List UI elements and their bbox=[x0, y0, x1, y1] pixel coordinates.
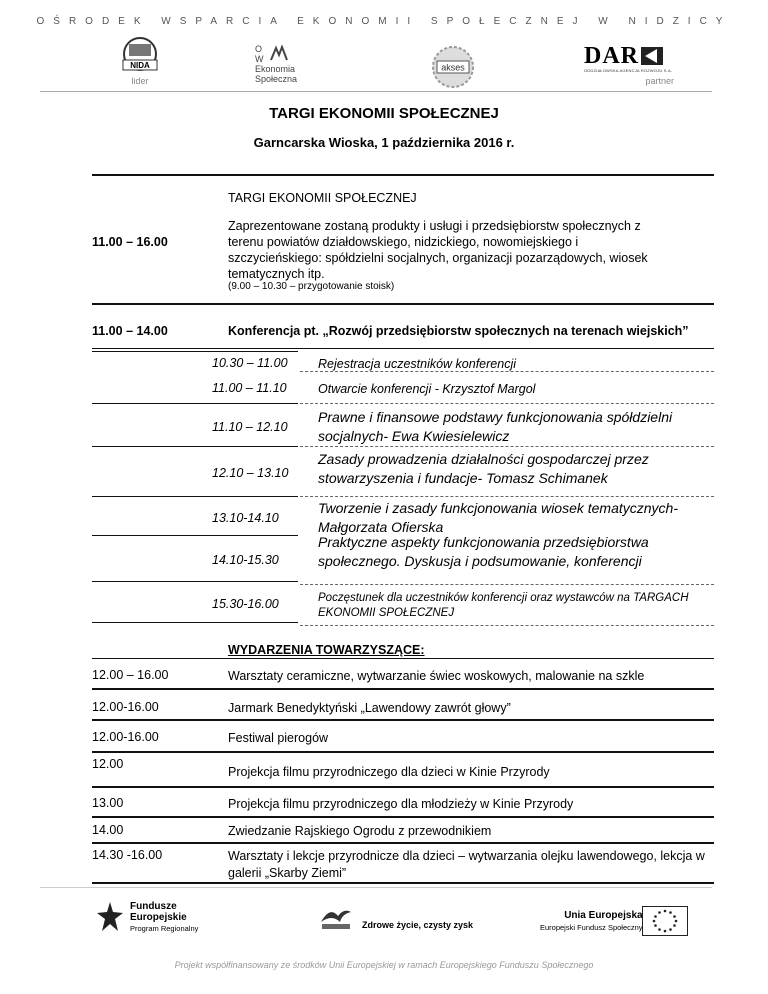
warmia-mazury-logo bbox=[318, 904, 473, 932]
event-time: 14.30 -16.00 bbox=[92, 848, 163, 862]
nida-logo-label: lider bbox=[131, 76, 149, 86]
fair-time: 11.00 – 16.00 bbox=[92, 235, 168, 249]
session-text: Poczęstunek dla uczestników konferencji oraz wystawców na TARGACH EKONOMII SPOŁECZNEJ bbox=[318, 592, 689, 619]
divider bbox=[92, 403, 298, 404]
fundusze-europejskie-logo bbox=[96, 900, 198, 934]
fe-star-icon bbox=[96, 900, 124, 934]
divider bbox=[92, 688, 714, 690]
divider bbox=[300, 625, 714, 626]
divider bbox=[92, 496, 298, 497]
session-time: 14.10-15.30 bbox=[212, 553, 279, 567]
dar-arrow-icon bbox=[641, 45, 663, 67]
ue-line1: Unia Europejska bbox=[564, 910, 643, 921]
session-text: Praktyczne aspekty funkcjonowania przedsiębiorstwa społecznego. Dyskusja i podsumowanie, konferencji bbox=[318, 534, 649, 569]
event-time: 12.00-16.00 bbox=[92, 730, 159, 744]
warmia-slogan: Zdrowe życie, czysty zysk bbox=[362, 920, 474, 930]
session-time: 11.10 – 12.10 bbox=[212, 420, 288, 434]
divider bbox=[92, 581, 298, 582]
warmia-bird-icon bbox=[318, 904, 354, 932]
divider bbox=[300, 446, 714, 447]
events-heading: WYDARZENIA TOWARZYSZĄCE: bbox=[228, 643, 425, 657]
akses-badge-icon bbox=[430, 44, 476, 90]
divider bbox=[300, 371, 714, 372]
divider bbox=[300, 496, 714, 497]
eu-flag-icon bbox=[642, 906, 688, 936]
conference-title: Konferencja pt. „Rozwój przedsiębiorstw społecznych na terenach wiejskich” bbox=[228, 324, 689, 338]
divider bbox=[92, 348, 714, 349]
ue-line2: Europejski Fundusz Społeczny bbox=[540, 923, 643, 932]
unia-europejska-logo bbox=[540, 910, 643, 934]
event-text: Warsztaty ceramiczne, wytwarzanie świec woskowych, malowanie na szkle bbox=[228, 669, 645, 683]
session-time: 15.30-16.00 bbox=[212, 597, 279, 611]
divider bbox=[300, 403, 714, 404]
fair-note: (9.00 – 10.30 – przygotowanie stoisk) bbox=[228, 281, 395, 292]
divider bbox=[92, 842, 714, 844]
page-subtitle: Garncarska Wioska, 1 października 2016 r. bbox=[253, 135, 515, 150]
divider bbox=[92, 174, 714, 176]
divider bbox=[92, 535, 298, 536]
owes-logo-line2: W bbox=[255, 54, 264, 64]
header-divider bbox=[40, 91, 712, 92]
footer-divider bbox=[40, 887, 712, 888]
divider bbox=[92, 658, 714, 659]
event-time: 12.00 – 16.00 bbox=[92, 668, 169, 682]
session-time: 10.30 – 11.00 bbox=[212, 356, 288, 370]
akses-logo bbox=[430, 44, 476, 90]
fe-line2: Europejskie bbox=[130, 911, 187, 923]
event-text: Warsztaty i lekcje przyrodnicze dla dzieci – wytwarzania olejku lawendowego, lekcja w galerii „Skarby Ziemi” bbox=[228, 849, 705, 880]
session-text: Prawne i finansowe podstawy funkcjonowania spółdzielni socjalnych- Ewa Kwiesielewicz bbox=[318, 409, 673, 444]
owes-logo-line1: O bbox=[255, 44, 263, 54]
footer-note: Projekt współfinansowany ze środków Unii Europejskiej w ramach Europejskiego Funduszu Społecznego bbox=[174, 960, 594, 970]
owes-hands-icon bbox=[268, 45, 290, 63]
conference-time: 11.00 – 14.00 bbox=[92, 324, 168, 338]
fair-description: Zaprezentowane zostaną produkty i usługi i przedsiębiorstw społecznych z terenu powiatów działdowskiego, nidzickiego, nowomiejskiego i szczycieńskiego: spółdzielni socjalnych, organizacji pozarządowych, wiosek tematycznych itp. bbox=[228, 219, 648, 281]
event-text: Zwiedzanie Rajskiego Ogrodu z przewodnikiem bbox=[228, 824, 492, 838]
owes-logo-line3: Ekonomia bbox=[255, 64, 296, 74]
event-time: 12.00 bbox=[92, 757, 124, 771]
dar-logo-sub: ODDZIAŁOWSKA AGENCJA ROZWOJU S.A. bbox=[584, 68, 673, 73]
akses-logo-text: akses bbox=[441, 62, 465, 73]
fe-line3: Program Regionalny bbox=[130, 923, 199, 933]
divider bbox=[92, 446, 298, 447]
event-text: Projekcja filmu przyrodniczego dla młodzieży w Kinie Przyrody bbox=[228, 797, 574, 811]
nida-logo-text: NIDA bbox=[130, 61, 150, 70]
dar-logo-text: DAR bbox=[584, 43, 639, 69]
divider bbox=[92, 719, 714, 721]
session-time: 11.00 – 11.10 bbox=[212, 381, 287, 395]
session-time: 12.10 – 13.10 bbox=[212, 466, 289, 480]
session-text: Rejestracja uczestników konferencji bbox=[318, 357, 517, 371]
session-text: Otwarcie konferencji - Krzysztof Margol bbox=[318, 382, 536, 396]
divider bbox=[92, 816, 714, 818]
dar-logo bbox=[584, 44, 674, 86]
session-text: Tworzenie i zasady funkcjonowania wiosek tematycznych- Małgorzata Ofierska bbox=[318, 500, 679, 535]
session-text: Zasady prowadzenia działalności gospodarczej przez stowarzyszenia i fundacje- Tomasz Schimanek bbox=[318, 451, 649, 486]
eu-flag bbox=[642, 906, 688, 941]
nida-logo bbox=[112, 36, 168, 86]
divider bbox=[92, 882, 714, 884]
divider bbox=[92, 786, 714, 788]
nida-emblem-icon bbox=[117, 36, 163, 76]
divider bbox=[92, 351, 298, 352]
session-time: 13.10-14.10 bbox=[212, 511, 279, 525]
dar-logo-label: partner bbox=[645, 76, 674, 86]
event-time: 13.00 bbox=[92, 796, 124, 810]
divider bbox=[92, 751, 714, 753]
event-text: Jarmark Benedyktyński „Lawendowy zawrót głowy” bbox=[228, 701, 511, 715]
event-text: Festiwal pierogów bbox=[228, 731, 329, 745]
page-title: TARGI EKONOMII SPOŁECZNEJ bbox=[269, 105, 499, 122]
fe-line1: Fundusze bbox=[130, 900, 177, 912]
owes-logo-line4: Społeczna bbox=[255, 74, 298, 84]
divider bbox=[300, 584, 714, 585]
divider bbox=[92, 622, 298, 623]
owes-logo bbox=[255, 44, 325, 84]
fair-heading: TARGI EKONOMII SPOŁECZNEJ bbox=[228, 191, 417, 205]
event-text: Projekcja filmu przyrodniczego dla dzieci w Kinie Przyrody bbox=[228, 765, 550, 779]
divider bbox=[92, 303, 714, 305]
event-time: 14.00 bbox=[92, 823, 124, 837]
event-time: 12.00-16.00 bbox=[92, 700, 159, 714]
organization-header: OŚRODEK WSPARCIA EKONOMII SPOŁECZNEJ W NIDZICY bbox=[36, 16, 732, 27]
